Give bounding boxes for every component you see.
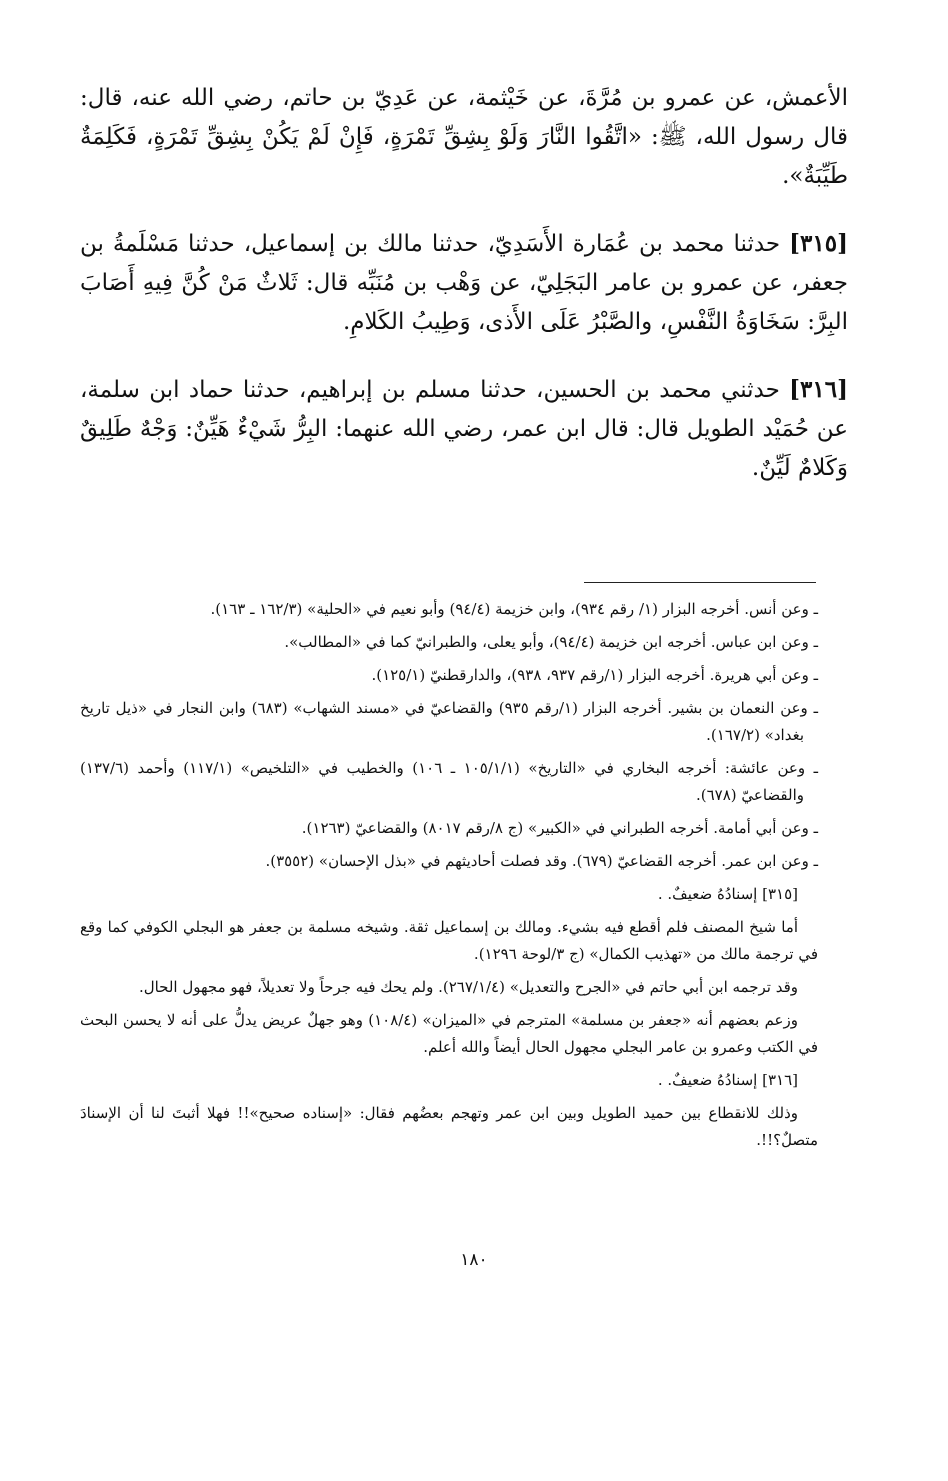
- main-text: [80, 78, 848, 516]
- paragraph-text: الأعمش، عن عمرو بن مُرَّةَ، عن خَيْثمة، عن عَدِيّ بن حاتم، رضي الله عنه، قال: قال رسول الله، ﷺ: «اتَّقُوا النَّارَ وَلَوْ بِشِقِّ تَمْرَةٍ، فَإِنْ لَمْ يَكُنْ بِشِقِّ تَمْرَةٍ، فَكَلِمَةٌ طَيِّبَةٌ».: [80, 85, 848, 189]
- paragraph-316: [80, 370, 848, 488]
- footnote-line: ـ وعن عائشة: أخرجه البخاري في «التاريخ» (١٠٥/١/١ ـ ١٠٦) والخطيب في «التلخيص» (١١٧/١) وأحمد (١٣٧/٦) والقضاعيّ (٦٧٨).: [80, 759, 819, 804]
- page-number: ١٨٠: [460, 1250, 488, 1270]
- footnote-line: ـ وعن أبي هريرة. أخرجه البزار (١/رقم ٩٣٧، ٩٣٨)، والدارقطنيّ (١٢٥/١).: [371, 666, 818, 684]
- footnote-heading: [٣١٥] إسنادُهُ ضعيفٌ. .: [657, 885, 798, 903]
- footnote-line: وقد ترجمه ابن أبي حاتم في «الجرح والتعديل» (٢٦٧/١/٤). ولم يحك فيه جرحاً ولا تعديلاً، فهو مجهول الحال.: [138, 978, 798, 996]
- footnote-line: ـ وعن أنس. أخرجه البزار (١/ رقم ٩٣٤)، وابن خزيمة (٩٤/٤) وأبو نعيم في «الحلية» (١٦٢/٣ ـ ١٦٣).: [210, 600, 818, 618]
- paragraph-intro: [80, 78, 848, 196]
- footnote-separator: [584, 582, 816, 583]
- footnote-heading: [٣١٦] إسنادُهُ ضعيفٌ. .: [657, 1071, 798, 1089]
- footnote-line: ـ وعن أبي أمامة. أخرجه الطبراني في «الكبير» (ج ٨/رقم ٨٠١٧) والقضاعيّ (١٢٦٣).: [301, 819, 818, 837]
- footnotes: [80, 596, 818, 1160]
- footnote-line: ـ وعن ابن عمر. أخرجه القضاعيّ (٦٧٩). وقد فصلت أحاديثهم في «بذل الإحسان» (٣٥٥٢).: [265, 852, 818, 870]
- paragraph-number: [٣١٦]: [789, 376, 848, 403]
- footnote-line: وزعم بعضهم أنه «جعفر بن مسلمة» المترجم في «الميزان» (١٠٨/٤) وهو جهلٌ عريض يدلُّ على أنه لا يحسن البحث في الكتب وعمرو بن عامر البجلي مجهول الحال أيضاً والله أعلم.: [80, 1011, 818, 1056]
- footnote-line: وذلك للانقطاع بين حميد الطويل وبين ابن عمر وتهجم بعضُهم فقال: «إسناده صحيح»!! فهلا أثبتَ لنا أن الإسنادَ متصلٌ؟!!.: [80, 1104, 818, 1149]
- paragraph-315: [80, 224, 848, 342]
- paragraph-text: حدثني محمد بن الحسين، حدثنا مسلم بن إبراهيم، حدثنا حماد ابن سلمة، عن حُمَيْد الطويل قال: قال ابن عمر، رضي الله عنهما: البِرُّ شَيْءٌ هَيِّنٌ: وَجْهٌ طَلِيقٌ وَكَلامٌ لَيِّنٌ.: [80, 377, 848, 481]
- paragraph-text: حدثنا محمد بن عُمَارة الأَسَدِيّ، حدثنا مالك بن إسماعيل، حدثنا مَسْلَمةُ بن جعفر، عن عمرو بن عامر البَجَلِيّ، عن وَهْب بن مُنَبِّه قال: ثَلاثٌ مَنْ كُنَّ فِيهِ أَصَابَ البِرَّ: سَخَاوَةُ النَّفْسِ، والصَّبْرُ عَلَى الأَذى، وَطِيبُ الكَلامِ.: [80, 231, 849, 335]
- footnote-line: ـ وعن النعمان بن بشير. أخرجه البزار (١/رقم ٩٣٥) والقضاعيّ في «مسند الشهاب» (٦٨٣) وابن النجار في «ذيل تاريخ بغداد» (١٦٧/٢).: [80, 699, 818, 744]
- paragraph-number: [٣١٥]: [789, 230, 848, 257]
- footnote-line: أما شيخ المصنف فلم أقطع فيه بشيء. ومالك بن إسماعيل ثقة. وشيخه مسلمة بن جعفر هو البجلي الكوفي كما وقع في ترجمة مالك من «تهذيب الكمال» (ج ٣/لوحة ١٢٩٦).: [80, 918, 818, 963]
- footnote-line: ـ وعن ابن عباس. أخرجه ابن خزيمة (٩٤/٤)، وأبو يعلى، والطبرانيّ كما في «المطالب».: [284, 633, 818, 651]
